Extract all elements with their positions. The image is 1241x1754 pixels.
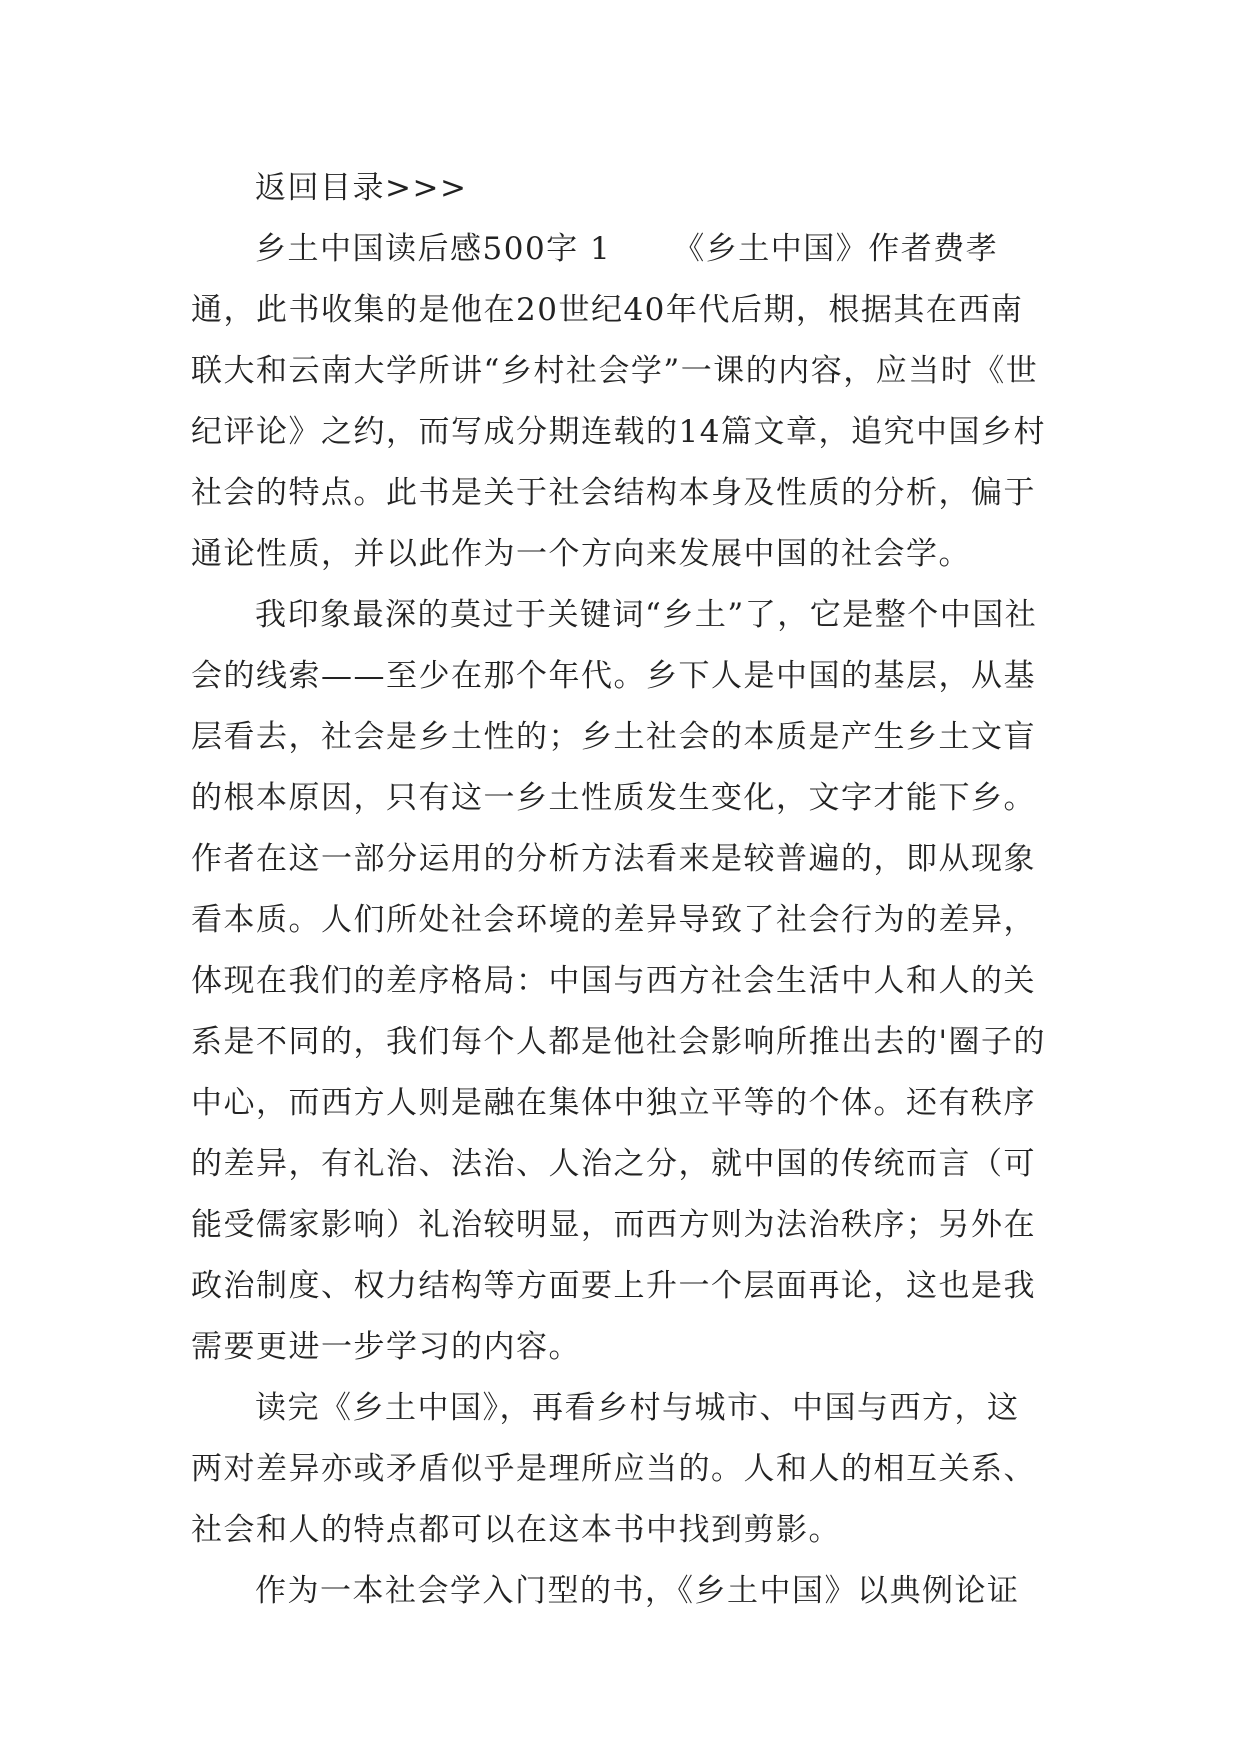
document-body [191, 158, 1051, 1622]
paragraph-3: 读完《乡土中国》，再看乡村与城市、中国与西方，这两对差异亦或矛盾似乎是理所应当的。人和人的相互关系、社会和人的特点都可以在这本书中找到剪影。 [191, 1390, 1036, 1548]
paragraph-1-text: 《乡土中国》作者费孝通，此书收集的是他在20世纪40年代后期，根据其在西南联大和云南大学所讲“乡村社会学”一课的内容，应当时《世纪评论》之约，而写成分期连载的14篇文章，追究中国乡村社会的特点。此书是关于社会结构本身及性质的分析，偏于通论性质，并以此作为一个方向来发展中国的社会学。 [191, 231, 1046, 572]
back-link-line [191, 158, 1051, 219]
essay-heading: 乡土中国读后感500字 1 [255, 231, 612, 267]
paragraph-1 [191, 219, 1051, 585]
back-to-contents-link[interactable]: 返回目录>>> [255, 170, 468, 206]
paragraph-2: 我印象最深的莫过于关键词“乡土”了，它是整个中国社会的线索——至少在那个年代。乡下人是中国的基层，从基层看去，社会是乡土性的；乡土社会的本质是产生乡土文盲的根本原因，只有这一乡土性质发生变化，文字才能下乡。作者在这一部分运用的分析方法看来是较普遍的，即从现象看本质。人们所处社会环境的差异导致了社会行为的差异，体现在我们的差序格局：中国与西方社会生活中人和人的关系是不同的，我们每个人都是他社会影响所推出去的'圈子的中心，而西方人则是融在集体中独立平等的个体。还有秩序的差异，有礼治、法治、人治之分，就中国的传统而言（可能受儒家影响）礼治较明显，而西方则为法治秩序；另外在政治制度、权力结构等方面要上升一个层面再论，这也是我需要更进一步学习的内容。 [191, 597, 1047, 1365]
paragraph-4: 作为一本社会学入门型的书，《乡土中国》以典例论证 [255, 1573, 1020, 1609]
